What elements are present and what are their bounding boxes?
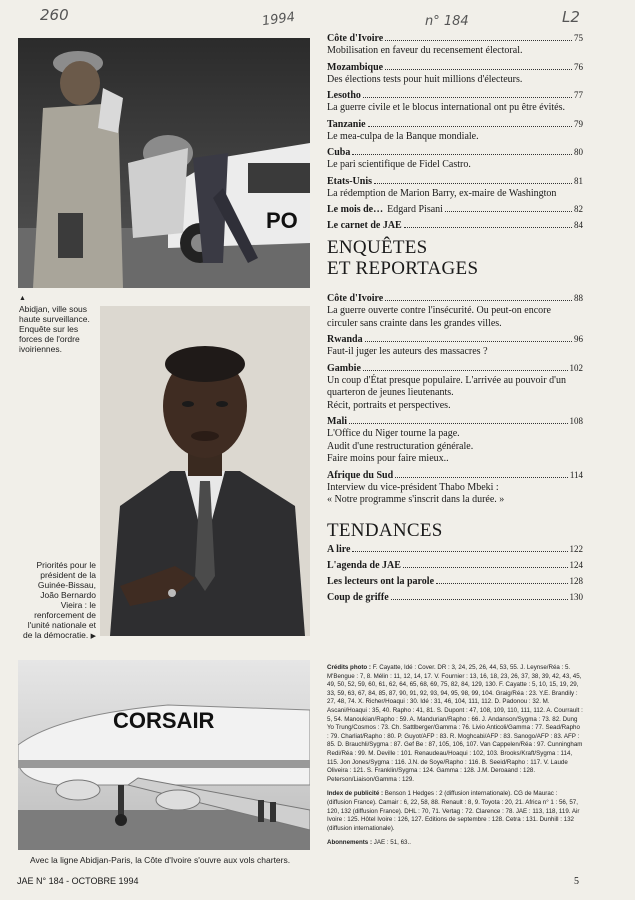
toc-dot-leader [374,183,572,184]
toc-entry-page: 84 [574,220,583,230]
toc-entry-heading [327,219,583,232]
toc-entry [327,32,583,58]
toc-entry [327,559,583,572]
toc-entry-description: Récit, portraits et perspectives. [327,399,451,411]
toc-entry [327,292,583,330]
toc-dot-leader [385,69,572,70]
toc-dot-leader [352,551,567,552]
toc-entry-heading [327,146,583,159]
toc-actualite [327,32,583,235]
toc-entry-title: Gambie [327,362,361,374]
toc-entry-page: 122 [569,544,583,554]
toc-entry [327,175,583,201]
toc-entry [327,146,583,172]
toc-dot-leader [349,423,568,424]
toc-entry-heading [327,203,583,216]
vieira-photo-caption [18,560,96,642]
toc-dot-leader [385,40,572,41]
toc-entry-page: 79 [574,118,583,129]
toc-entry-heading [327,118,583,131]
plane-logo-text: CORSAIR [113,708,215,733]
toc-entry-title: Rwanda [327,334,363,345]
toc-entry [327,118,583,144]
toc-entry-page: 102 [569,362,583,373]
toc-entry [327,362,583,413]
toc-entry-title: Côte d'Ivoire [327,33,384,44]
toc-entry-page: 130 [569,592,583,602]
toc-dot-leader [352,154,572,155]
toc-entry-page: 82 [574,204,583,214]
toc-entry-page: 77 [574,90,583,100]
section-title-enquetes [327,237,478,279]
toc-entry-description: « Notre programme s'inscrit dans la durée. » [327,494,505,505]
credits-photo [327,664,583,784]
enquetes-heading-line1: ENQUÊTES [327,237,428,258]
toc-dot-leader [363,97,572,98]
police-photo-caption [19,292,97,354]
plane-illustration [18,660,310,850]
toc-entry [327,61,583,87]
credits-abo-text: JAE : 51, 63.. [373,839,411,847]
toc-entry-title: A lire [327,544,351,555]
toc-entry [327,333,583,359]
corsair-plane-photo [18,660,310,850]
credits-block [327,664,583,848]
car-lettering: PO [266,208,298,233]
toc-entry-description: La guerre ouverte contre l'insécurité. Ou peut-on encore circuler sans crainte dans les grandes villes. [327,305,551,329]
toc-entry-description: Un coup d'État presque populaire. L'arrivée au pouvoir d'un quarteron de jeunes lieutenants. [327,374,566,398]
toc-entry-description: La guerre civile et le blocus international ont pu être évités. [327,102,565,113]
handwritten-mark-issue: n° 184 [425,14,469,29]
toc-entry-description: Mobilisation en faveur du recensement électoral. [327,45,523,56]
toc-entry-page: 96 [574,334,583,344]
toc-entry-title: Les lecteurs ont la parole [327,576,435,587]
toc-entry-description: Faut-il juger les auteurs des massacres ? [327,346,488,357]
toc-dot-leader [363,370,568,371]
toc-entry-title: Côte d'Ivoire [327,293,384,304]
toc-entry-heading [327,89,583,102]
toc-enquetes [327,292,583,510]
police-photo [18,38,310,288]
toc-entry-page: 88 [574,293,583,303]
footer-issue: JAE N° 184 - OCTOBRE 1994 [17,876,139,886]
toc-entry-title: Mozambique [327,61,384,73]
toc-entry-heading [327,415,583,428]
toc-entry-description: Faire moins pour faire mieux.. [327,453,449,464]
toc-entry-description: Le mea-culpa de la Banque mondiale. [327,130,479,142]
caption-arrow-right-icon: ▶ [90,633,96,640]
toc-entry-title: Le carnet de JAE [327,220,402,231]
credits-pub-text: Benson 1 Hedges : 2 (diffusion internationale). CG de Maurac : (diffusion France). Camair : 6, 22, 58, 88. Renault : 8, 9. Toyota : 20, 21. Africa n° 1 : 56, 57, 120, 132 (diffusion France). DHL : 70, 71. Vertag : 72. Clarence : 78. JAE : 113, 118, 119. Air Ivoire : 125. Hôtel Ivoire : 126, 127. Editions de septembre : 128. Cetra : 131. Dunhill : 132 (diffusion internationale). [327,790,580,832]
toc-entry-heading [327,575,583,588]
plane-photo-caption: Avec la ligne Abidjan-Paris, la Côte d'Ivoire s'ouvre aux vols charters. [30,855,291,865]
toc-entry-page: 128 [569,576,583,586]
toc-entry-page: 76 [574,61,583,72]
toc-entry-title: Lesotho [327,90,361,101]
toc-entry-heading [327,362,583,375]
toc-entry-page: 81 [574,175,583,186]
toc-entry-title: Coup de griffe [327,592,389,603]
toc-entry-heading [327,469,583,482]
credits-pub-label: Index de publicité : [327,790,384,798]
toc-entry-description: Le pari scientifique de Fidel Castro. [327,159,471,170]
handwritten-mark-code: L2 [562,8,580,26]
toc-entry-heading [327,175,583,188]
caption-text-police: Abidjan, ville sous haute surveillance. Enquête sur les forces de l'ordre ivoiriennes. [19,304,90,354]
credits-pub [327,790,583,833]
toc-entry-heading [327,61,583,74]
toc-entry [327,543,583,556]
handwritten-mark-year: 1994 [261,9,296,30]
toc-dot-leader [385,300,572,301]
toc-entry [327,575,583,588]
toc-entry [327,469,583,507]
toc-entry-title: Mali [327,416,347,427]
enquetes-heading-line2: ET REPORTAGES [327,258,479,279]
toc-entry [327,415,583,466]
toc-entry-title: Afrique du Sud [327,469,394,481]
credits-photo-label: Crédits photo : [327,664,371,671]
toc-entry [327,89,583,115]
toc-entry-page: 124 [569,560,583,570]
toc-entry-heading [327,333,583,346]
credits-photo-text: F. Cayatte, Idé : Cover. DR : 3, 24, 25, 26, 44, 53, 55. J. Leynse/Réa : 5. M'Bengue : 7, 8. Mélin : 11, 12, 14, 17. V. Fournier : 13, 16, 18, 23, 26, 37, 38, 39, 42, 43, 45, 49, 50, 52, 59, 60, 61, 62, 64, 65, 68, 69, 75, 82, 84, 129, 130. F. Cayatte : 5, 10, 15, 19, 29, 33, 59, 63, 67, 84, 85, 87, 90, 91, 92, 93, 94, 95, 98, 99, 104. Graig/Réa : 23. Y.E. Brandily : 27, 48, 74. X. Richer/Hoaqui : 30. Idé : 31, 46, 104, 111, 112. D. Padonou : 32. M. Ascani/Hoaqui : 35, 40. Rapho : 41, 81. S. Dupont : 47, 108, 109, 110, 111, 112. A. Courrault : 5, 54. Manoukian/Rapho : 59. A. Mandurian/Rapho : 66. J. Andanson/Sygma : 73. 82. Dung Yo Trung/Cosmos : 73. Ch. Sattlberger/Gamma : 76. Livio Anticoli/Gamma : 77. Sead/Rapho : 79. Charliat/Rapho : 80. P. Guyot/AFP : 83. R. Moghcabi/AFP : 83. Sanogo/AFP : 83. AFP : 85. D. Brauchli/Sygma : 87. Gef Be : 87, 105, 106, 107. Van Cappelen/Réa : 97. Cunningham Redi/Réa : 99. M. Deville : 101. Renaudeau/Hoaqui : 102, 103. Brooks/Kraft/Sygma : 114, 115. Jon Jones/Sygma : 116. J.N. de Soye/Rapho : 116. B. Seeid/Rapho : 117. V. Laude Oliveira : 121. S. Franklin/Sygma : 124. Gamma : 128. J.M. Deroaand : 128. Peterson/Liaison/Gamma : 129. [327,664,583,783]
toc-entry-page: 80 [574,147,583,157]
toc-dot-leader [368,126,572,127]
toc-entry-heading [327,543,583,556]
toc-entry [327,219,583,232]
toc-entry [327,203,583,216]
toc-entry-heading [327,559,583,572]
toc-entry-page: 114 [569,469,583,480]
toc-entry-description: L'Office du Niger tourne la page. [327,428,460,439]
toc-entry [327,591,583,604]
caption-text-vieira: Priorités pour le président de la Guinée-Bissau, João Bernardo Vieira : le renforcement de l'unité nationale et de la démocratie. [23,560,96,640]
toc-entry-title: Etats-Unis [327,175,373,187]
toc-entry-description: Audit d'une restructuration générale. [327,440,474,452]
toc-entry-page: 108 [569,416,583,426]
caption-arrow-icon: ▲ [19,295,26,302]
toc-entry-title: Tanzanie [327,118,366,130]
credits-abo-label: Abonnements : [327,839,373,847]
toc-entry-title-extra: Edgard Pisani [387,204,443,215]
toc-tendances [327,543,583,607]
vieira-portrait-photo [100,306,310,636]
toc-dot-leader [445,211,572,212]
toc-entry-page: 75 [574,33,583,43]
portrait-illustration [100,306,310,636]
toc-dot-leader [365,341,572,342]
toc-dot-leader [391,599,568,600]
toc-entry-title: Cuba [327,147,351,158]
toc-entry-title: Le mois de… [327,204,384,215]
toc-entry-description: Des élections tests pour huit millions d'électeurs. [327,73,523,85]
handwritten-mark-number: 260 [40,6,69,24]
toc-dot-leader [395,477,568,478]
toc-entry-heading [327,292,583,305]
toc-entry-description: Interview du vice-président Thabo Mbeki : [327,481,499,493]
toc-entry-description: La rédemption de Marion Barry, ex-maire de Washington [327,187,557,199]
toc-dot-leader [436,583,567,584]
page-number: 5 [574,876,579,887]
toc-dot-leader [404,227,572,228]
toc-entry-heading [327,591,583,604]
credits-abonnements [327,839,583,848]
toc-entry-title: L'agenda de JAE [327,560,401,571]
toc-entry-heading [327,32,583,45]
police-scene-illustration [18,38,310,288]
toc-dot-leader [403,567,568,568]
section-title-tendances: TENDANCES [327,520,443,541]
